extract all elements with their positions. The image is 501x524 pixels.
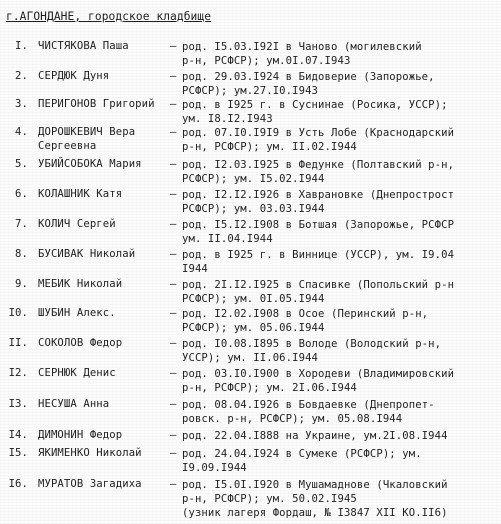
entry-name: ПЕРИГОНОВ Григорий [38,98,155,110]
entry-number: 7. [15,218,28,230]
entry-name: МЕБИК Николай [38,278,123,290]
entry-dash: – [170,447,177,459]
entry-detail-line: род. 2I.I2.I925 в Спасивке (Попольский р-н [182,279,455,291]
entry-number: I2. [8,367,28,379]
entry-name: КОЛАШНИК Катя [38,188,123,200]
entry-dash: – [170,478,177,490]
entry-name: БУСИВАК Николай [38,248,136,260]
entry-detail-line: РСФСР); ум. I5.02.I944 [182,173,325,185]
entry-detail-line: р-н, РСФСР); ум.0I.07.I943 [182,55,351,67]
entry-dash: – [170,218,177,230]
entry-dash: – [170,398,177,410]
entry-detail-line: УССР); ум. II.06.I944 [182,352,319,364]
entry-dash: – [170,98,177,110]
entry-dash: – [170,248,177,260]
entry-detail-line: род. в I925 г. в Суснинае (Росика, УССР); [182,99,448,111]
entry-detail-line: род. 07.I0.I9I9 в Усть Лобе (Краснодарский [182,127,455,139]
entry-dash: – [170,126,177,138]
entry-name: СЕРДЮК Дуня [38,70,110,82]
entry-name: КОЛИЧ Сергей [38,218,116,230]
entry-detail-line: РСФСР); ум. 03.03.I944 [182,203,325,215]
entry-detail-line: р-н, РСФСР); ум. II.02.I944 [182,141,357,153]
entry-detail-line: р-н, РСФСР); ум. 2I.06.I944 [182,382,357,394]
entry-dash: – [170,307,177,319]
entry-name: СОКОЛОВ Федор [38,337,123,349]
entry-number: 2. [15,70,28,82]
entry-name: ШУБИН Алекс. [38,307,116,319]
entry-number: 4. [15,126,28,138]
entry-detail-line: род. I5.0I.I920 в Мушамаднове (Чкаловский [182,479,448,491]
entry-name: СЕРНЮК Денис [38,367,116,379]
entry-dash: – [170,40,177,52]
entry-detail-line: РСФСР); ум. 05.06.I944 [182,322,325,334]
entry-dash: – [170,158,177,170]
entry-name: ЧИСТЯКОВА Паша [38,40,129,52]
entry-detail-line: ум. I8.I2.I943 [182,113,273,125]
entry-detail-line: род. I5.03.I92I в Чаново (могилевский [182,41,422,53]
entry-dash: – [170,429,177,441]
entry-number: I5. [8,447,28,459]
entry-detail-line: РСФСР); ум. 0I.05.I944 [182,293,325,305]
entry-detail-line: род. 08.04.I926 в Бовдаевке (Днепропет- [182,399,435,411]
entry-detail-line: род. 03.I0.I900 в Хородеви (Владимировский [182,368,455,380]
page-title: г.АГОНДАНЕ, городское кладбище [6,10,212,23]
entry-name-continued: Сергеевна [38,140,97,152]
entry-detail-line: род. I2.03.I925 в Федунке (Полтавский р-н, [182,159,455,171]
entry-number: I4. [8,429,28,441]
entry-detail-line: РСФСР); ум.27.I0.I943 [182,85,319,97]
entry-detail-line: род. 29.03.I924 в Бидоверие (Запорожье, [182,71,435,83]
entry-detail-line: род. 24.04.I924 в Сумеке (РСФСР); ум. [182,448,422,460]
entry-name: НЕСУША Анна [38,398,110,410]
entry-detail-line: ум. II.04.I944 [182,233,273,245]
entry-dash: – [170,70,177,82]
entry-detail-line: р-н, РСФСР); ум. 50.02.I945 [182,493,357,505]
entry-detail-line: род. I5.I2.I908 в Ботшая (Запорожье, РСФСР [182,219,455,231]
entry-detail-line: род. I2.I2.I926 в Хаврановке (Днепрострост [182,189,455,201]
entry-number: 9. [15,278,28,290]
entry-number: I6. [8,478,28,490]
entry-detail-line: род. 22.04.I888 на Украине, ум.2I.08.I944 [182,430,448,442]
entry-name: УБИЙСОБОКА Мария [38,158,142,170]
entry-number: 8. [15,248,28,260]
entry-number: II. [8,337,28,349]
entry-number: I. [15,40,28,52]
entry-detail-line: (узник лагеря Фордаш, № I3847 XII КО.II6) [182,507,448,519]
entry-dash: – [170,278,177,290]
entry-name: ЯКИМЕНКО Николай [38,447,142,459]
entry-name: МУРАТОВ Загадиха [38,478,142,490]
entry-detail-line: I9.09.I944 [182,462,247,474]
entry-number: I3. [8,398,28,410]
entry-name: ДИМОНИН Федор [38,429,123,441]
entry-number: 5. [15,158,28,170]
entry-detail-line: род. в I925 г. в Виннице (УССР), ум. I9.04 [182,249,455,261]
entry-detail-line: род. I2.02.I908 в Осое (Перинский р-н, [182,308,429,320]
entry-detail-line: I944 [182,263,208,275]
entry-number: 3. [15,98,28,110]
entry-dash: – [170,367,177,379]
entry-name: ДОРОШКЕВИЧ Вера [38,126,136,138]
entry-dash: – [170,337,177,349]
entry-detail-line: ровск. р-н, РСФСР); ум. 05.08.I944 [182,413,403,425]
entry-number: 6. [15,188,28,200]
entry-number: I0. [8,307,28,319]
entry-detail-line: род. I0.08.I895 в Володе (Володский р-н, [182,338,442,350]
entry-dash: – [170,188,177,200]
